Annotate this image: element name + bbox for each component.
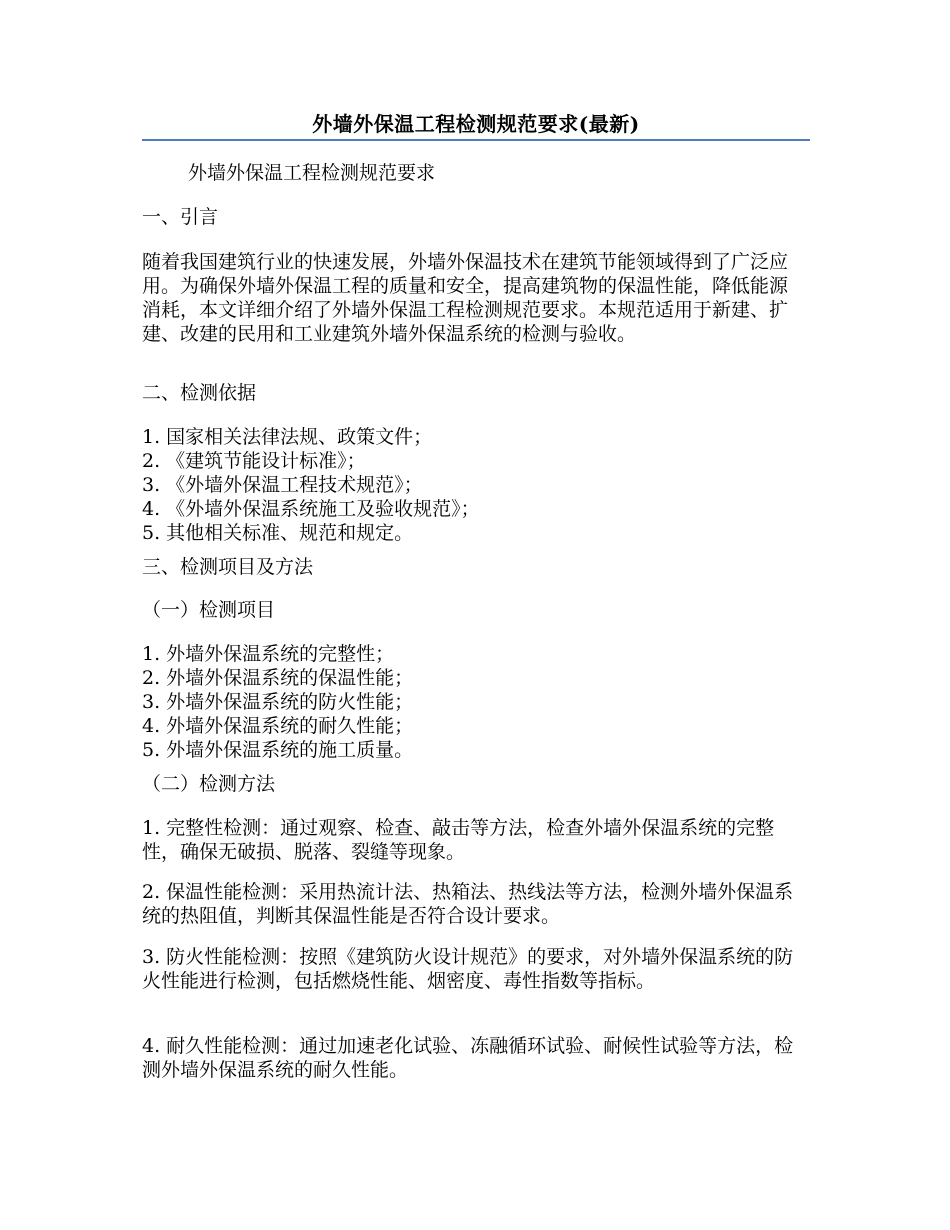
list-item: 2. 《建筑节能设计标准》； <box>142 450 366 472</box>
list-item: 4. 《外墙外保温系统施工及验收规范》； <box>142 498 480 520</box>
introduction-paragraph: 随着我国建筑行业的快速发展，外墙外保温技术在建筑节能领域得到了广泛应用。为确保外墙外保温工程的质量和安全，提高建筑物的保温性能，降低能源消耗，本文详细介绍了外墙外保温工程检测规范要求。本规范适用于新建、扩建、改建的民用和工业建筑外墙外保温系统的检测与验收。 <box>142 251 789 345</box>
method-paragraph-integrity: 1. 完整性检测：通过观察、检查、敲击等方法，检查外墙外保温系统的完整性，确保无破损、脱落、裂缝等现象。 <box>142 817 775 863</box>
subsection-heading-items: （一）检测项目 <box>142 599 276 621</box>
section-heading-introduction: 一、引言 <box>142 206 219 228</box>
section-heading-items-methods: 三、检测项目及方法 <box>142 556 314 578</box>
items-list <box>142 642 804 762</box>
section-heading-basis: 二、检测依据 <box>142 382 257 404</box>
title-divider <box>142 139 810 141</box>
basis-list <box>142 425 804 545</box>
method-paragraph-insulation: 2. 保温性能检测：采用热流计法、热箱法、热线法等方法，检测外墙外保温系统的热阻值，判断其保温性能是否符合设计要求。 <box>142 881 794 927</box>
list-item: 1. 外墙外保温系统的完整性； <box>142 643 395 665</box>
document-subtitle: 外墙外保温工程检测规范要求 <box>188 162 436 184</box>
list-item: 5. 外墙外保温系统的施工质量。 <box>142 739 414 761</box>
list-item: 3. 外墙外保温系统的防火性能； <box>142 691 414 713</box>
list-item: 5. 其他相关标准、规范和规定。 <box>142 522 414 544</box>
list-item: 2. 外墙外保温系统的保温性能； <box>142 667 414 689</box>
list-item: 1. 国家相关法律法规、政策文件； <box>142 426 433 448</box>
list-item: 3. 《外墙外保温工程技术规范》； <box>142 474 423 496</box>
subsection-heading-methods: （二）检测方法 <box>142 773 276 795</box>
method-paragraph-fire: 3. 防火性能检测：按照《建筑防火设计规范》的要求，对外墙外保温系统的防火性能进行检测，包括燃烧性能、烟密度、毒性指数等指标。 <box>142 946 794 992</box>
method-paragraph-durability: 4. 耐久性能检测：通过加速老化试验、冻融循环试验、耐候性试验等方法，检测外墙外保温系统的耐久性能。 <box>142 1035 794 1081</box>
document-title: 外墙外保温工程检测规范要求(最新) <box>312 112 640 136</box>
list-item: 4. 外墙外保温系统的耐久性能； <box>142 715 414 737</box>
